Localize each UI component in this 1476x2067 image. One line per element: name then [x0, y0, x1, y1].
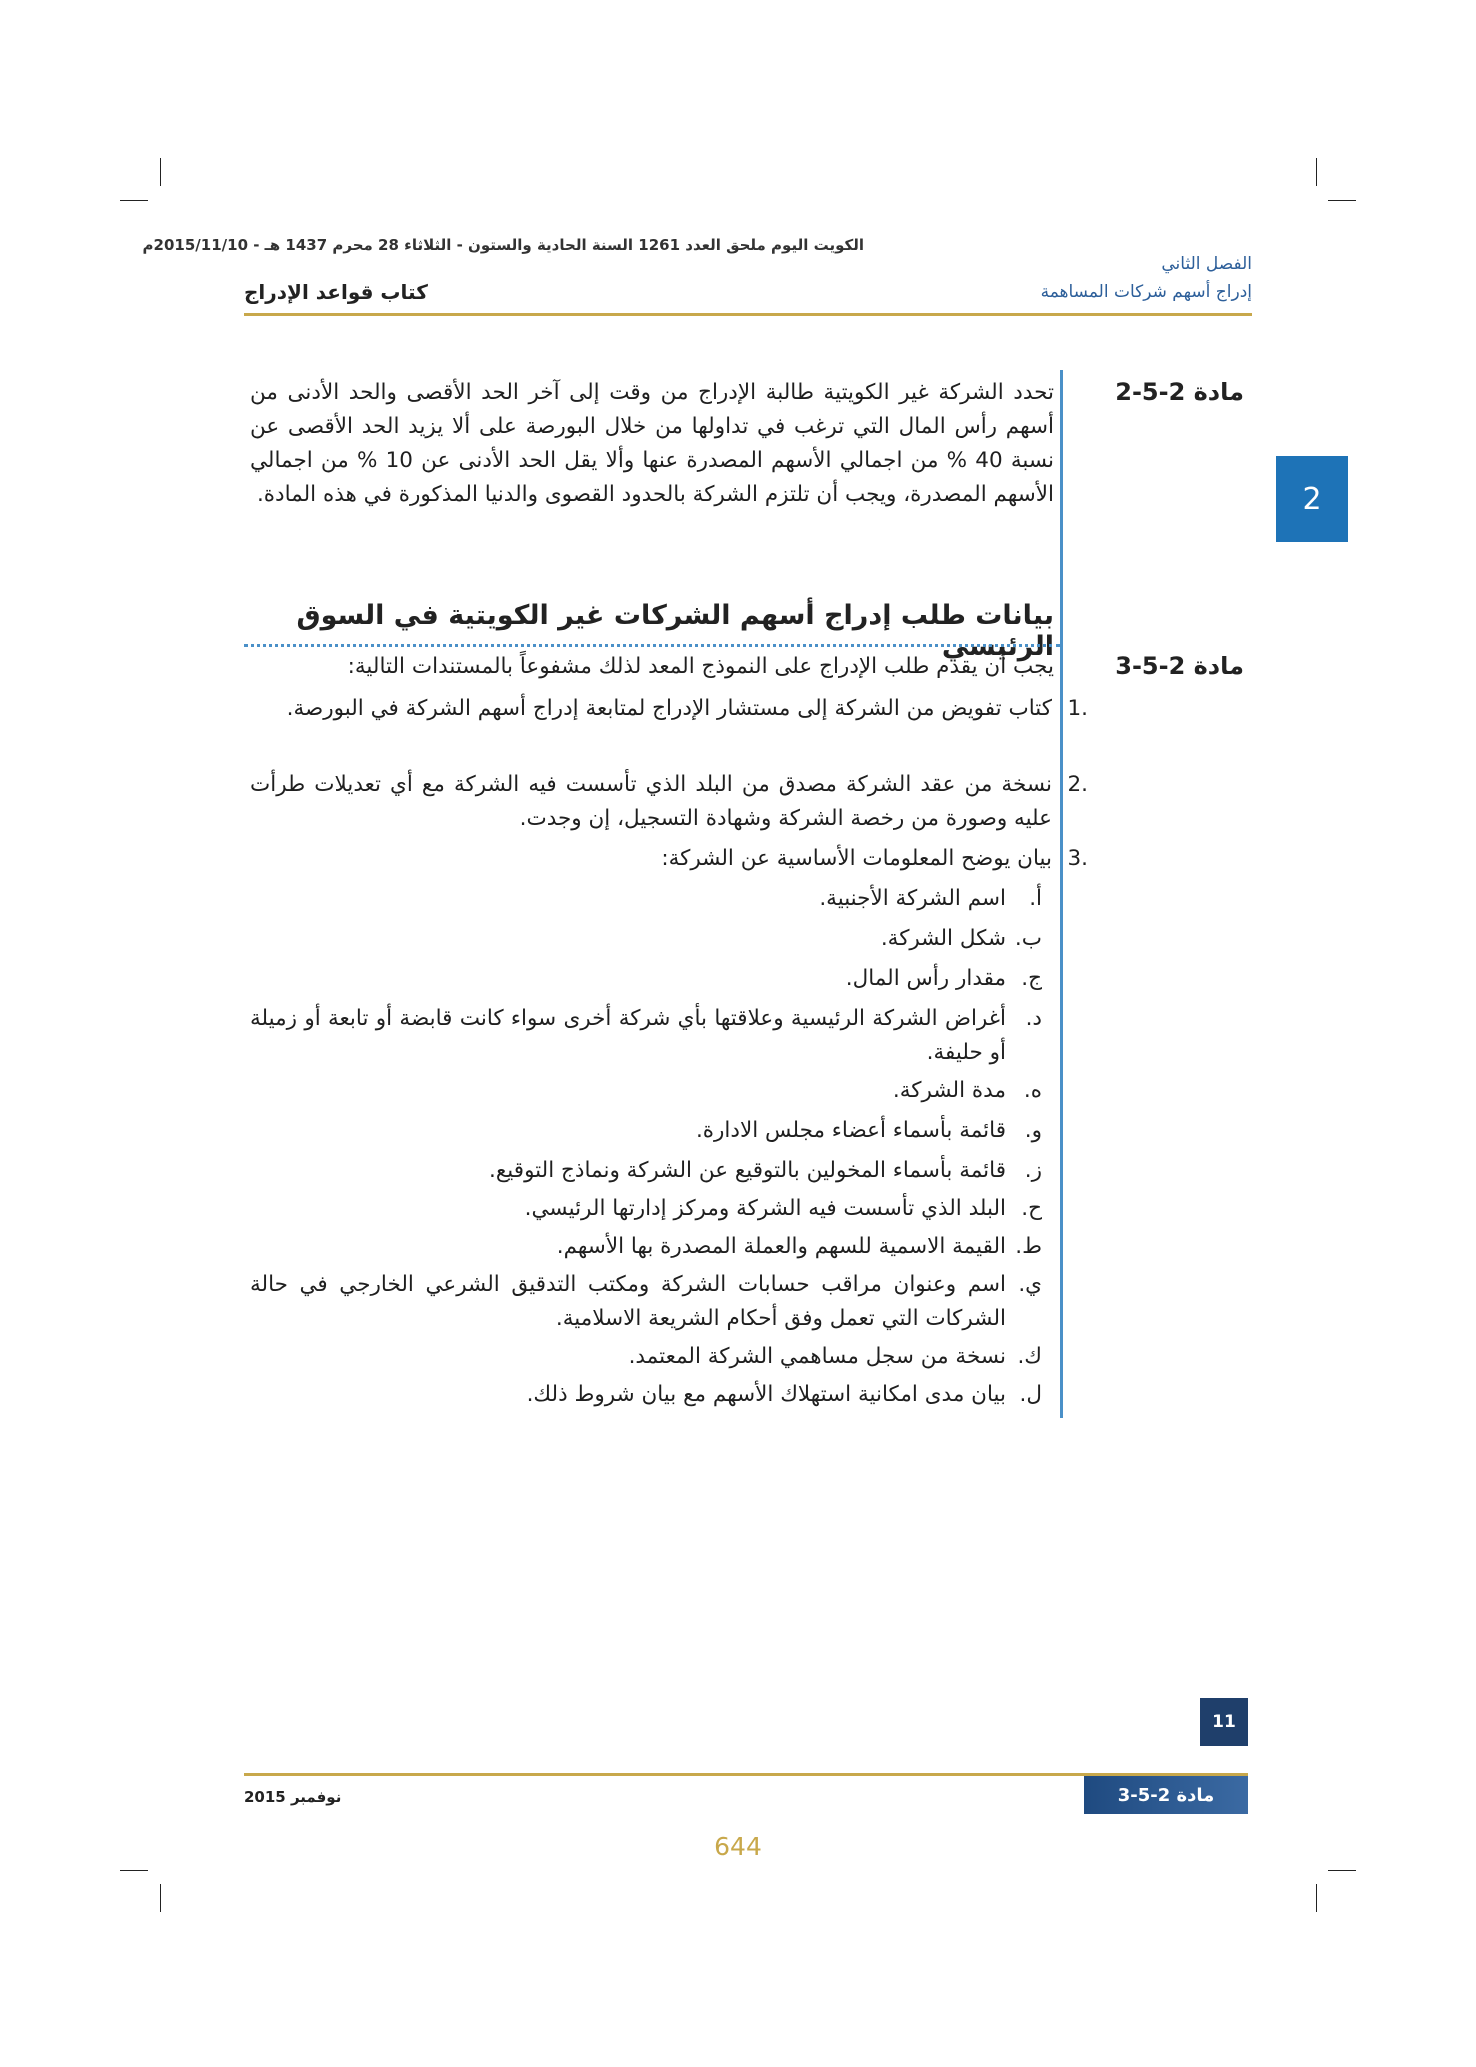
sub-list-item [250, 1378, 1042, 1412]
crop-mark [160, 1884, 161, 1912]
sub-list-item [250, 882, 1042, 916]
sub-item-letter: ل. [1019, 1382, 1042, 1407]
crop-mark [160, 158, 161, 186]
sub-item-letter: ك. [1017, 1344, 1042, 1369]
heading-dotted-rule [244, 644, 1060, 647]
footer-date: نوفمبر 2015 [244, 1788, 342, 1806]
sub-item-letter: د. [1025, 1006, 1042, 1031]
sub-item-text: أغراض الشركة الرئيسية وعلاقتها بأي شركة أخرى سواء كانت قابضة أو تابعة أو زميلة أو حليفة. [250, 1006, 1006, 1065]
sub-list-item [250, 1074, 1042, 1108]
article-intro-2-5-3: يجب أن يقدم طلب الإدراج على النموذج المعد لذلك مشفوعاً بالمستندات التالية: [347, 654, 1054, 679]
crop-mark [1328, 1870, 1356, 1871]
sub-item-text: نسخة من سجل مساهمي الشركة المعتمد. [628, 1344, 1006, 1369]
header-rule [244, 313, 1252, 316]
sub-item-letter: و. [1024, 1118, 1042, 1143]
footer-article-tab: مادة 2-5-3 [1084, 1776, 1248, 1814]
chapter-side-tab: 2 [1276, 456, 1348, 542]
sub-item-letter: أ. [1029, 886, 1042, 911]
list-item-text: نسخة من عقد الشركة مصدق من البلد الذي تأسست فيه الشركة مع أي تعديلات طرأت عليه وصورة من رخصة الشركة وشهادة التسجيل، إن وجدت. [250, 772, 1052, 831]
sub-list-item [250, 1114, 1042, 1148]
page-number: 11 [1200, 1698, 1248, 1746]
sub-item-text: قائمة بأسماء المخولين بالتوقيع عن الشركة ونماذج التوقيع. [489, 1158, 1006, 1183]
sub-item-text: قائمة بأسماء أعضاء مجلس الادارة. [695, 1118, 1006, 1143]
sub-item-letter: ه. [1023, 1078, 1042, 1103]
sub-list-item [250, 1230, 1042, 1264]
crop-mark [1316, 158, 1317, 186]
sub-list-item [250, 1340, 1042, 1374]
sub-item-letter: ب. [1014, 926, 1042, 951]
section-heading: بيانات طلب إدراج أسهم الشركات غير الكويتية في السوق الرئيسي [296, 600, 1054, 662]
gazette-page-number: 644 [714, 1832, 762, 1861]
sub-list-item [250, 1002, 1042, 1070]
chapter-title: الفصل الثاني [1161, 254, 1252, 274]
sub-item-letter: ي. [1018, 1272, 1042, 1297]
crop-mark [1316, 1884, 1317, 1912]
sub-item-text: شكل الشركة. [880, 926, 1006, 951]
gazette-header: الكويت اليوم ملحق العدد 1261 السنة الحادية والستون - الثلاثاء 28 محرم 1437 هـ - 2015/11/10م [142, 236, 864, 254]
sub-item-text: اسم وعنوان مراقب حسابات الشركة ومكتب التدقيق الشرعي الخارجي في حالة الشركات التي تعمل وفق أحكام الشريعة الاسلامية. [250, 1272, 1006, 1331]
sub-item-text: البلد الذي تأسست فيه الشركة ومركز إدارتها الرئيسي. [524, 1196, 1006, 1221]
list-item-text: كتاب تفويض من الشركة إلى مستشار الإدراج لمتابعة إدراج أسهم الشركة في البورصة. [286, 696, 1052, 721]
chapter-subtitle: إدراج أسهم شركات المساهمة [1040, 282, 1252, 302]
sub-list-item [250, 922, 1042, 956]
content-divider [1060, 370, 1063, 1418]
crop-mark [120, 1870, 148, 1871]
sub-item-letter: ح. [1021, 1196, 1042, 1221]
list-item-text: بيان يوضح المعلومات الأساسية عن الشركة: [661, 846, 1052, 871]
list-item-number: .1 [1067, 696, 1088, 721]
article-text-2-5-2: تحدد الشركة غير الكويتية طالبة الإدراج من وقت إلى آخر الحد الأقصى والحد الأدنى من أسهم رأس المال التي ترغب في تداولها من خلال البورصة على ألا يزيد الحد الأقصى عن نسبة 40 % من اجمالي الأسهم المصدرة عنها وألا يقل الحد الأدنى عن 10 % من اجمالي الأسهم المصدرة، ويجب أن تلتزم الشركة بالحدود القصوى والدنيا المذكورة في هذه المادة. [250, 380, 1055, 507]
list-item [250, 692, 1088, 726]
book-title: كتاب قواعد الإدراج [244, 280, 428, 304]
list-item [250, 842, 1088, 876]
sub-list-item [250, 1192, 1042, 1226]
sub-item-text: اسم الشركة الأجنبية. [819, 886, 1006, 911]
article-label-2-5-3: مادة 2-5-3 [1115, 652, 1244, 680]
sub-item-text: القيمة الاسمية للسهم والعملة المصدرة بها الأسهم. [556, 1234, 1006, 1259]
sub-list-item [250, 962, 1042, 996]
sub-item-letter: ط. [1015, 1234, 1042, 1259]
sub-item-letter: ج. [1021, 966, 1042, 991]
sub-item-letter: ز. [1024, 1158, 1042, 1183]
sub-list-item [250, 1154, 1042, 1188]
crop-mark [120, 200, 148, 201]
list-item [250, 768, 1088, 836]
crop-mark [1328, 200, 1356, 201]
list-item-number: .3 [1067, 846, 1088, 871]
sub-item-text: بيان مدى امكانية استهلاك الأسهم مع بيان شروط ذلك. [526, 1382, 1006, 1407]
list-item-number: .2 [1067, 772, 1088, 797]
sub-list-item [250, 1268, 1042, 1336]
sub-item-text: مدة الشركة. [892, 1078, 1006, 1103]
article-label-2-5-2: مادة 2-5-2 [1115, 378, 1244, 406]
sub-item-text: مقدار رأس المال. [845, 966, 1006, 991]
